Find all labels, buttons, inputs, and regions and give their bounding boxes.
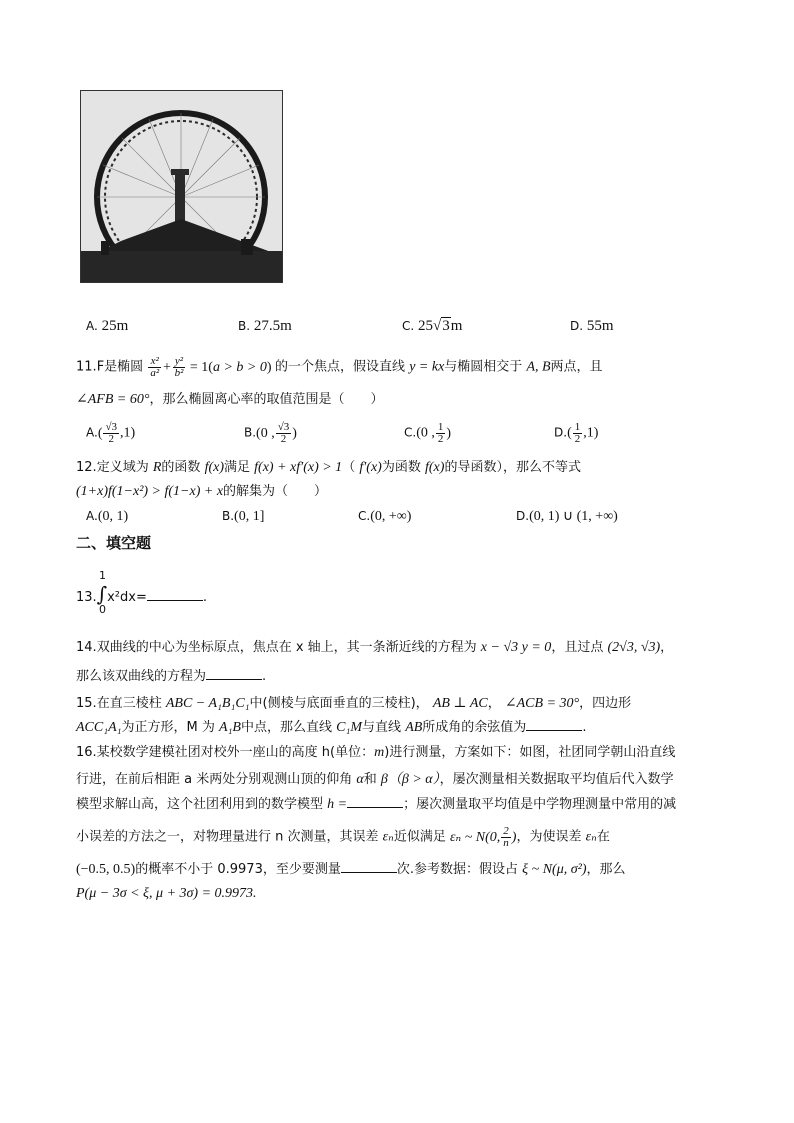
- condition: f(x) + xf′(x) > 1: [254, 460, 343, 475]
- q16-line-4: 小误差的方法之一，对物理量进行 n 次测量，其误差 εₙ近似满足 εₙ ~ N(0, $\frac{2}{n}$ )，为使误差 εₙ在: [76, 825, 610, 849]
- q12-option-d[interactable]: D.(0, 1) ∪ (1, +∞): [516, 509, 618, 524]
- q10-option-c[interactable]: C. 25√3m: [402, 318, 463, 334]
- q11-line-2: ∠AFB = 60°，那么椭圆离心率的取值范围是（ ）: [76, 392, 384, 407]
- answer-blank[interactable]: [341, 860, 397, 873]
- q16-line-1: 16.某校数学建模社团对校外一座山的高度 h(单位：m)进行测量，方案如下：如图，社团同学朝山沿直线: [76, 745, 676, 760]
- q12-option-a[interactable]: A.(0, 1): [86, 509, 129, 524]
- q11-option-c[interactable]: C.(0 , $\frac{1}{2}$ ): [404, 421, 452, 445]
- q11-option-b[interactable]: B.(0 , $\frac{√3}{2}$ ): [244, 421, 297, 445]
- q16-line-6: P(μ − 3σ < ξ, μ + 3σ) = 0.9973.: [76, 886, 257, 901]
- option-value: 25m: [101, 318, 129, 334]
- q15-line-1: 15.在直三棱柱 ABC − A₁B₁C₁中(侧棱与底面垂直的三棱柱)， AB ⊥ AC， ∠ACB = 30°，四边形: [76, 696, 632, 711]
- ellipse-equation: $\frac{\text{x²}}{\text{a²}}$ + $\frac{\text{y²}}{\text{b²}}$ = 1(a > b > 0): [150, 355, 272, 379]
- question-number: 15.: [76, 696, 97, 711]
- integral-lower-limit: 0: [99, 603, 106, 616]
- question-number: 13.: [76, 590, 97, 605]
- ferris-wheel-illustration: [81, 91, 282, 282]
- point: (2√3, √3): [607, 640, 661, 655]
- asymptote: x − √3 y = 0: [480, 640, 552, 655]
- option-key: C.: [402, 319, 415, 333]
- q11-option-a[interactable]: A.( $\frac{√3}{2}$ ,1): [86, 421, 136, 445]
- unit: m: [450, 318, 463, 334]
- line-equation: y = kx: [409, 359, 445, 375]
- answer-blank[interactable]: [147, 588, 203, 601]
- q10-option-b[interactable]: [238, 316, 292, 336]
- integral-upper-limit: 1: [99, 569, 106, 582]
- q14-line-1: 14.双曲线的中心为坐标原点，焦点在 x 轴上，其一条渐近线的方程为 x − √3 y = 0，且过点 (2√3, √3)，: [76, 640, 674, 655]
- option-key: A.: [86, 319, 98, 333]
- q11-line-1: 11.F是椭圆 $\frac{\text{x²}}{\text{a²}}$ + $\frac{\text{y²}}{\text{b²}}$ = 1(a > b > 0) 的一个焦点，假设直线 y = kx与椭圆相交于 A, B两点，且: [76, 355, 603, 379]
- q15-line-2: ACC₁A₁为正方形，M 为 A₁B中点，那么直线 C₁M与直线 AB所成角的余弦值为 .: [76, 720, 587, 735]
- q12-line-2: (1+x)f(1−x²) > f(1−x) + x的解集为（ ）: [76, 484, 328, 499]
- option-value: 55m: [586, 318, 614, 334]
- question-number: 11.: [76, 359, 97, 375]
- q12-line-1: 12.定义域为 R的函数 f(x)满足 f(x) + xf′(x) > 1（ f′(x)为函数 f(x)的导函数），那么不等式: [76, 460, 581, 475]
- q12-option-b[interactable]: B.(0, 1]: [222, 509, 265, 524]
- q10-option-a[interactable]: [86, 316, 128, 336]
- option-key: D.: [570, 319, 584, 333]
- q10-option-d[interactable]: [570, 316, 614, 336]
- q13-line: 13.∫x²dx= .: [76, 582, 207, 606]
- option-key: B.: [238, 319, 251, 333]
- q14-line-2: 那么该双曲线的方程为 .: [76, 669, 267, 684]
- q11-option-d[interactable]: D.( $\frac{1}{2}$ ,1): [554, 421, 599, 445]
- answer-blank[interactable]: [206, 667, 262, 680]
- q16-line-2: 行进，在前后相距 a 米两处分别观测山顶的仰角 α和 β（β > α），屡次测量相关数据取平均值后代入数学: [76, 772, 674, 787]
- question-number: 14.: [76, 640, 97, 655]
- ferris-wheel-photo: [80, 90, 283, 283]
- integral-sign: ∫: [96, 582, 108, 606]
- angle-condition: ∠AFB = 60°: [76, 392, 150, 407]
- answer-blank[interactable]: [526, 718, 582, 731]
- inequality: (1+x)f(1−x²) > f(1−x) + x: [76, 484, 224, 499]
- q16-line-3: 模型求解山高，这个社团利用到的数学模型 h = ；屡次测量取平均值是中学物理测量中常用的减: [76, 797, 677, 812]
- q12-option-c[interactable]: C.(0, +∞): [358, 509, 412, 524]
- section-title: 二、填空题: [76, 534, 152, 552]
- q16-line-5: (−0.5, 0.5)的概率不小于 0.9973，至少要测量 次.参考数据：假设占 ξ ~ N(μ, σ²)，那么: [76, 862, 626, 877]
- option-value: 27.5m: [253, 318, 292, 334]
- option-value: 25: [418, 318, 434, 334]
- question-number: 12.: [76, 460, 97, 475]
- radicand: 3: [442, 318, 450, 334]
- answer-blank[interactable]: [347, 795, 403, 808]
